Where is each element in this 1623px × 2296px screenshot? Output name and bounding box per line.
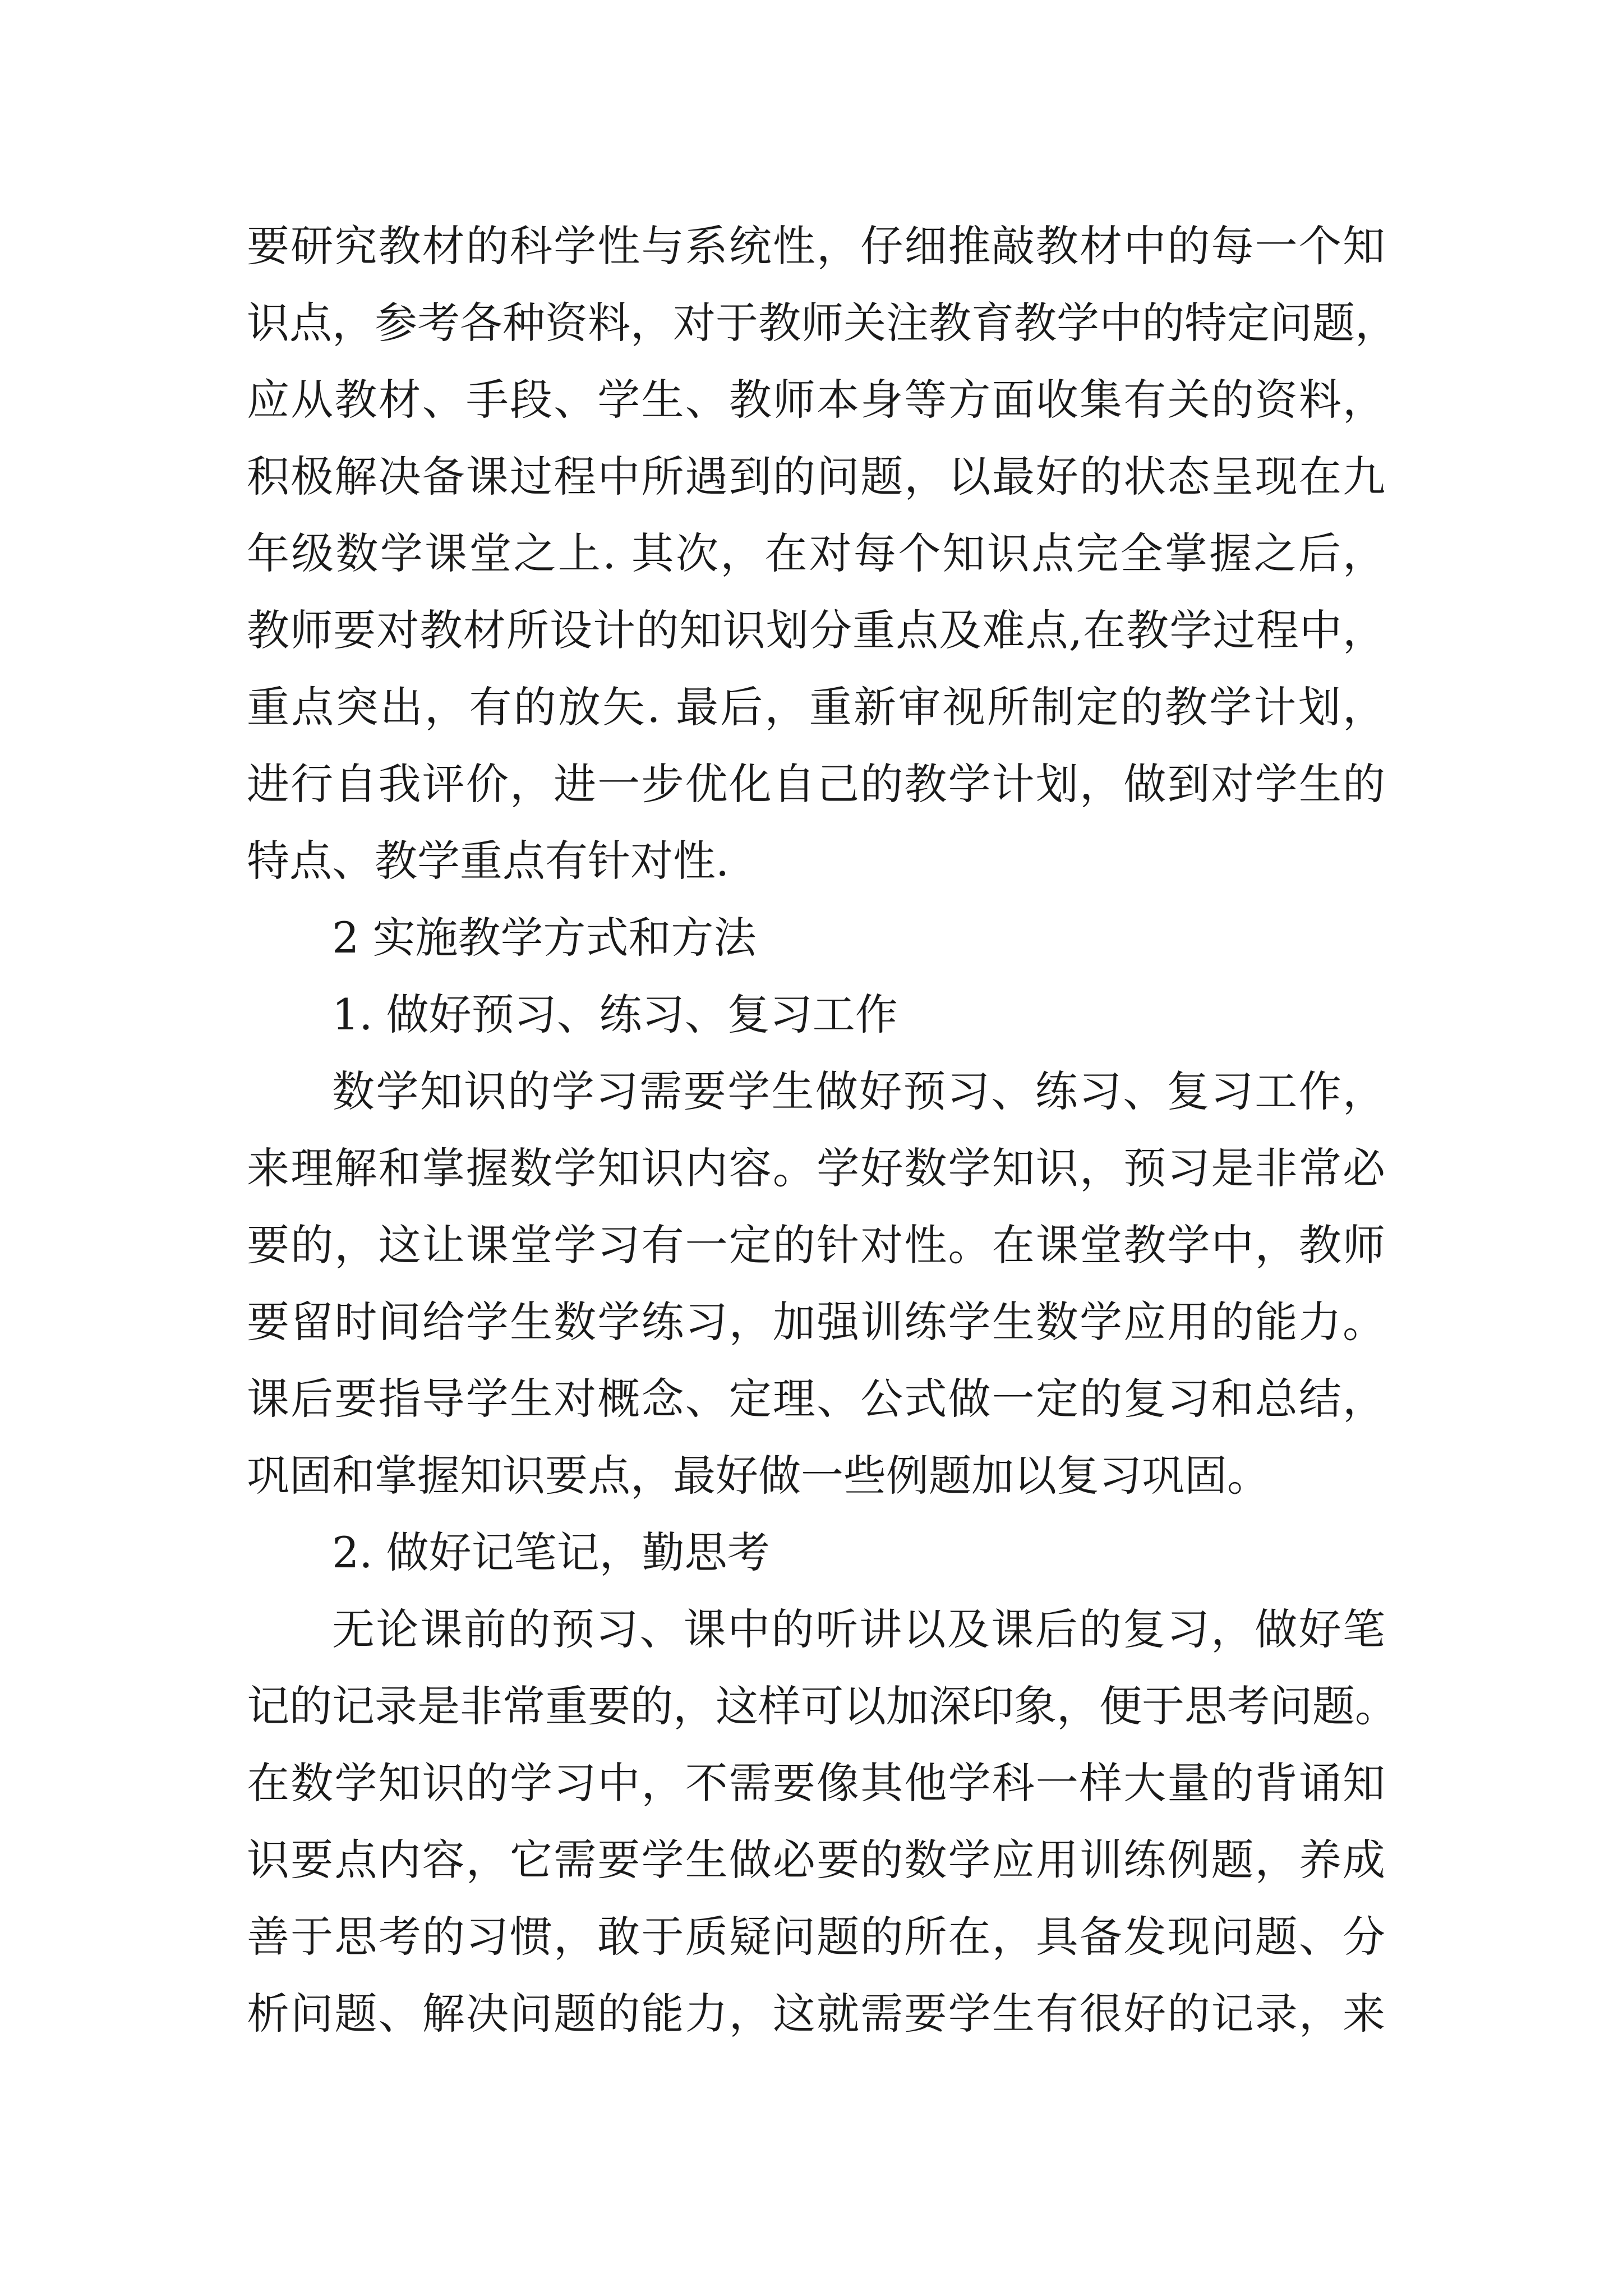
text-line: 进行自我评价，进一步优化自己的教学计划，做到对学生的 <box>247 759 1385 809</box>
text-line: 年级数学课堂之上. 其次，在对每个知识点完全掌握之后， <box>247 528 1385 578</box>
text-line: 识点，参考各种资料，对于教师关注教育教学中的特定问题， <box>247 298 1398 348</box>
subsection-heading: 1. 做好预习、练习、复习工作 <box>332 990 898 1039</box>
text-line: 要研究教材的科学性与系统性，仔细推敲教材中的每一个知 <box>247 221 1385 271</box>
text-line: 课后要指导学生对概念、定理、公式做一定的复习和总结， <box>247 1374 1385 1424</box>
subsection-heading: 2. 做好记笔记，勤思考 <box>332 1527 770 1577</box>
text-line: 教师要对教材所设计的知识划分重点及难点,在教学过程中， <box>247 605 1385 655</box>
section-heading: 2 实施教学方式和方法 <box>332 913 757 963</box>
text-line: 积极解决备课过程中所遇到的问题，以最好的状态呈现在九 <box>247 452 1385 501</box>
text-line: 巩固和掌握知识要点，最好做一些例题加以复习巩固。 <box>247 1451 1270 1501</box>
text-line: 要留时间给学生数学练习，加强训练学生数学应用的能力。 <box>247 1297 1385 1347</box>
text-line: 重点突出，有的放矢. 最后，重新审视所制定的教学计划， <box>247 682 1385 732</box>
text-line: 数学知识的学习需要学生做好预习、练习、复习工作， <box>332 1066 1385 1116</box>
text-line: 无论课前的预习、课中的听讲以及课后的复习，做好笔 <box>332 1604 1385 1654</box>
text-line: 析问题、解决问题的能力，这就需要学生有很好的记录，来 <box>247 1989 1385 2039</box>
body-text <box>247 208 1398 2052</box>
text-line: 在数学知识的学习中，不需要像其他学科一样大量的背诵知 <box>247 1758 1385 1808</box>
text-line: 识要点内容，它需要学生做必要的数学应用训练例题，养成 <box>247 1835 1385 1885</box>
text-line: 要的，这让课堂学习有一定的针对性。在课堂教学中，教师 <box>247 1220 1385 1270</box>
text-line: 特点、教学重点有针对性. <box>247 836 730 886</box>
text-line: 记的记录是非常重要的，这样可以加深印象，便于思考问题。 <box>247 1681 1398 1731</box>
text-line: 应从教材、手段、学生、教师本身等方面收集有关的资料， <box>247 375 1385 425</box>
text-line: 善于思考的习惯，敢于质疑问题的所在，具备发现问题、分 <box>247 1912 1385 1962</box>
text-line: 来理解和掌握数学知识内容。学好数学知识，预习是非常必 <box>247 1143 1385 1193</box>
